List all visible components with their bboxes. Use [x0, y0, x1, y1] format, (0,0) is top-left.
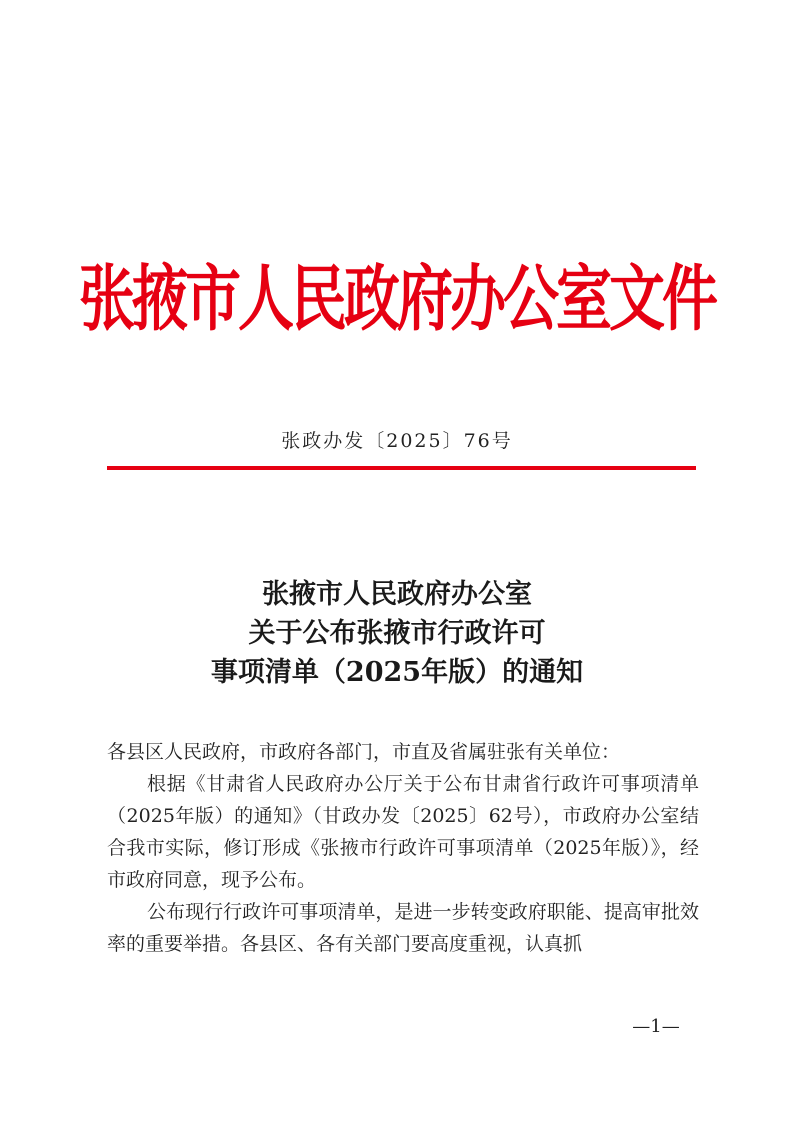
notice-title-line-1: 张掖市人民政府办公室: [262, 579, 532, 610]
page-number: —1—: [632, 1016, 680, 1037]
addressee-line: 各县区人民政府，市政府各部门，市直及省属驻张有关单位：: [107, 741, 621, 763]
red-separator-line: [107, 466, 696, 470]
body-paragraph-1: 根据《甘肃省人民政府办公厅关于公布甘肃省行政许可事项清单（2025年版）的通知》（甘政办发〔2025〕62号），市政府办公室结合我市实际，修订形成《张掖市行政许可事项清单（2025年版）》，经市政府同意，现予公布。: [107, 773, 699, 891]
document-number: 张政办发〔2025〕76号: [281, 430, 513, 452]
notice-title-line-2: 关于公布张掖市行政许可: [248, 618, 546, 649]
document-header-title: 张掖市人民政府办公室文件: [79, 256, 715, 342]
notice-title: [0, 575, 794, 692]
notice-body: [107, 736, 699, 960]
notice-title-line-3: 事项清单（2025年版）的通知: [210, 657, 584, 688]
body-paragraph-2: 公布现行行政许可事项清单，是进一步转变政府职能、提高审批效率的重要举措。各县区、各有关部门要高度重视，认真抓: [107, 901, 699, 955]
